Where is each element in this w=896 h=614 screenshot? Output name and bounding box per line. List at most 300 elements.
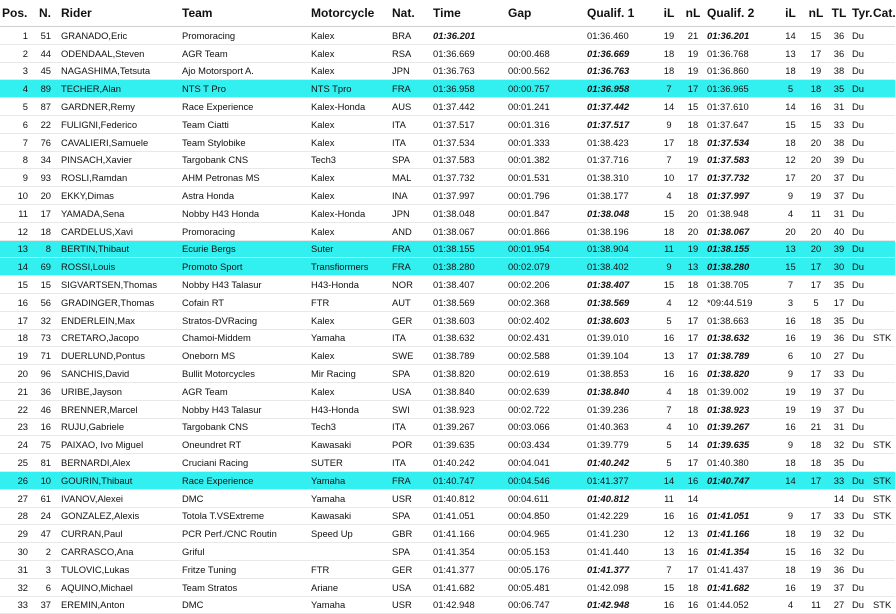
- row-nl2: 18: [804, 80, 828, 98]
- row-cat: STK: [871, 596, 895, 614]
- row-nat: POR: [390, 436, 431, 454]
- row-tl: 36: [828, 560, 850, 578]
- row-nl2: 17: [804, 471, 828, 489]
- row-tl: 35: [828, 454, 850, 472]
- row-number: 6: [36, 578, 59, 596]
- row-number: 20: [36, 187, 59, 205]
- row-cat: [871, 98, 895, 116]
- row-rider: NAGASHIMA,Tetsuta: [59, 62, 180, 80]
- row-qualif1: 01:36.460: [585, 27, 657, 45]
- row-tl: 37: [828, 578, 850, 596]
- row-tl: 40: [828, 222, 850, 240]
- row-nl2: [804, 489, 828, 507]
- row-gap: 00:02.619: [506, 365, 585, 383]
- row-qualif1: 01:41.377: [585, 471, 657, 489]
- row-qualif1: 01:38.569: [585, 293, 657, 311]
- row-nat: SWI: [390, 400, 431, 418]
- row-nat: USR: [390, 596, 431, 614]
- row-nl1: 18: [681, 382, 705, 400]
- row-qualif2: 01:44.052: [705, 596, 777, 614]
- row-nl2: 20: [804, 169, 828, 187]
- row-nat: SPA: [390, 507, 431, 525]
- row-time: 01:38.820: [431, 365, 506, 383]
- row-qualif1: 01:37.442: [585, 98, 657, 116]
- row-il2: 9: [777, 507, 804, 525]
- row-qualif1: 01:36.958: [585, 80, 657, 98]
- row-pos: 7: [0, 133, 36, 151]
- row-il1: 15: [657, 276, 681, 294]
- table-row: [0, 293, 895, 311]
- row-team: Race Experience: [180, 98, 309, 116]
- row-motorcycle: Kalex: [309, 133, 390, 151]
- row-il1: 5: [657, 436, 681, 454]
- row-il2: 16: [777, 329, 804, 347]
- row-gap: 00:05.153: [506, 543, 585, 561]
- row-qualif2: 01:39.267: [705, 418, 777, 436]
- row-qualif1: 01:38.177: [585, 187, 657, 205]
- row-motorcycle: FTR: [309, 293, 390, 311]
- row-qualif2: 01:37.610: [705, 98, 777, 116]
- row-gap: 00:05.176: [506, 560, 585, 578]
- row-nat: ITA: [390, 115, 431, 133]
- row-qualif2: 01:38.923: [705, 400, 777, 418]
- table-row: [0, 187, 895, 205]
- row-time: 01:37.583: [431, 151, 506, 169]
- row-cat: [871, 578, 895, 596]
- row-team: Nobby H43 Honda: [180, 204, 309, 222]
- row-time: 01:37.442: [431, 98, 506, 116]
- row-tyre: Du: [850, 400, 871, 418]
- row-tyre: Du: [850, 62, 871, 80]
- header-il1: iL: [657, 0, 681, 27]
- row-rider: ROSLI,Ramdan: [59, 169, 180, 187]
- row-nl1: 15: [681, 98, 705, 116]
- table-row: [0, 80, 895, 98]
- row-motorcycle: H43-Honda: [309, 400, 390, 418]
- row-gap: 00:02.368: [506, 293, 585, 311]
- row-motorcycle: Kalex: [309, 187, 390, 205]
- row-tl: 39: [828, 151, 850, 169]
- row-rider: PINSACH,Xavier: [59, 151, 180, 169]
- row-nl1: 19: [681, 44, 705, 62]
- row-nat: AUS: [390, 98, 431, 116]
- row-il2: 19: [777, 400, 804, 418]
- row-qualif2: 01:37.647: [705, 115, 777, 133]
- row-cat: [871, 293, 895, 311]
- row-number: 46: [36, 400, 59, 418]
- row-gap: 00:02.079: [506, 258, 585, 276]
- row-time: 01:38.789: [431, 347, 506, 365]
- row-gap: 00:03.066: [506, 418, 585, 436]
- row-gap: 00:05.481: [506, 578, 585, 596]
- row-team: Fritze Tuning: [180, 560, 309, 578]
- row-il2: 15: [777, 543, 804, 561]
- row-nl1: 17: [681, 169, 705, 187]
- row-team: DMC: [180, 489, 309, 507]
- row-tl: 37: [828, 187, 850, 205]
- row-il1: 13: [657, 543, 681, 561]
- row-nl1: 20: [681, 222, 705, 240]
- row-rider: AQUINO,Michael: [59, 578, 180, 596]
- row-time: 01:41.051: [431, 507, 506, 525]
- row-tyre: Du: [850, 365, 871, 383]
- row-tl: 33: [828, 115, 850, 133]
- results-body: [0, 27, 895, 614]
- row-qualif1: 01:39.010: [585, 329, 657, 347]
- row-il1: 4: [657, 293, 681, 311]
- table-row: [0, 222, 895, 240]
- row-pos: 9: [0, 169, 36, 187]
- row-il2: 6: [777, 347, 804, 365]
- row-nl2: 17: [804, 44, 828, 62]
- row-il2: 16: [777, 578, 804, 596]
- row-number: 56: [36, 293, 59, 311]
- row-qualif1: 01:42.948: [585, 596, 657, 614]
- row-nl1: 16: [681, 365, 705, 383]
- row-nl2: 10: [804, 347, 828, 365]
- row-number: 36: [36, 382, 59, 400]
- row-tyre: Du: [850, 560, 871, 578]
- row-time: 01:37.517: [431, 115, 506, 133]
- row-tl: 32: [828, 543, 850, 561]
- row-nl1: 16: [681, 471, 705, 489]
- row-tl: 38: [828, 62, 850, 80]
- row-number: 8: [36, 240, 59, 258]
- row-il1: 9: [657, 115, 681, 133]
- row-team: PCR Perf./CNC Routin: [180, 525, 309, 543]
- table-row: [0, 525, 895, 543]
- row-team: Chamoi-Middem: [180, 329, 309, 347]
- row-nat: USA: [390, 578, 431, 596]
- row-rider: GOURIN,Thibaut: [59, 471, 180, 489]
- row-qualif2: 01:36.768: [705, 44, 777, 62]
- row-team: Team Ciatti: [180, 115, 309, 133]
- row-motorcycle: Kalex-Honda: [309, 98, 390, 116]
- row-qualif1: 01:39.779: [585, 436, 657, 454]
- row-time: 01:41.377: [431, 560, 506, 578]
- row-nl1: 16: [681, 543, 705, 561]
- row-nat: GER: [390, 311, 431, 329]
- row-cat: [871, 62, 895, 80]
- row-tl: 36: [828, 44, 850, 62]
- row-il2: 9: [777, 365, 804, 383]
- row-nl1: 18: [681, 187, 705, 205]
- row-il2: 15: [777, 258, 804, 276]
- row-gap: 00:01.531: [506, 169, 585, 187]
- row-time: 01:37.997: [431, 187, 506, 205]
- row-team: Totola T.VSExtreme: [180, 507, 309, 525]
- row-rider: GONZALEZ,Alexis: [59, 507, 180, 525]
- row-motorcycle: Tech3: [309, 151, 390, 169]
- row-qualif1: 01:41.230: [585, 525, 657, 543]
- row-nat: FRA: [390, 471, 431, 489]
- row-team: Ecurie Bergs: [180, 240, 309, 258]
- row-rider: EKKY,Dimas: [59, 187, 180, 205]
- row-team: AGR Team: [180, 44, 309, 62]
- row-motorcycle: Kalex-Honda: [309, 204, 390, 222]
- row-cat: [871, 115, 895, 133]
- row-number: 44: [36, 44, 59, 62]
- row-il1: 14: [657, 471, 681, 489]
- row-nl1: 18: [681, 276, 705, 294]
- row-cat: [871, 187, 895, 205]
- row-il1: 7: [657, 80, 681, 98]
- row-tl: 38: [828, 133, 850, 151]
- header-motorcycle: Motorcycle: [309, 0, 390, 27]
- row-qualif1: 01:38.048: [585, 204, 657, 222]
- row-time: 01:40.242: [431, 454, 506, 472]
- row-nat: ITA: [390, 418, 431, 436]
- row-pos: 15: [0, 276, 36, 294]
- row-team: Ajo Motorsport A.: [180, 62, 309, 80]
- row-time: 01:41.166: [431, 525, 506, 543]
- row-cat: STK: [871, 489, 895, 507]
- row-rider: ENDERLEIN,Max: [59, 311, 180, 329]
- row-gap: 00:01.796: [506, 187, 585, 205]
- header-pos: Pos.: [0, 0, 36, 27]
- row-qualif2: 01:40.380: [705, 454, 777, 472]
- row-il2: 19: [777, 382, 804, 400]
- row-number: 51: [36, 27, 59, 45]
- row-time: 01:36.669: [431, 44, 506, 62]
- row-qualif2: 01:41.051: [705, 507, 777, 525]
- row-rider: URIBE,Jayson: [59, 382, 180, 400]
- row-tl: 37: [828, 382, 850, 400]
- row-qualif2: 01:41.166: [705, 525, 777, 543]
- row-nl1: 14: [681, 436, 705, 454]
- row-nl2: 5: [804, 293, 828, 311]
- row-motorcycle: H43-Honda: [309, 276, 390, 294]
- row-nat: USR: [390, 489, 431, 507]
- row-motorcycle: Yamaha: [309, 596, 390, 614]
- row-il1: 7: [657, 400, 681, 418]
- row-number: 3: [36, 560, 59, 578]
- row-nl2: 17: [804, 258, 828, 276]
- row-motorcycle: Yamaha: [309, 489, 390, 507]
- row-tyre: Du: [850, 543, 871, 561]
- row-il1: 16: [657, 507, 681, 525]
- row-rider: CRETARO,Jacopo: [59, 329, 180, 347]
- row-qualif1: 01:38.196: [585, 222, 657, 240]
- row-number: 89: [36, 80, 59, 98]
- row-nl1: 19: [681, 240, 705, 258]
- header-team: Team: [180, 0, 309, 27]
- row-il2: 3: [777, 293, 804, 311]
- row-pos: 20: [0, 365, 36, 383]
- row-nat: AND: [390, 222, 431, 240]
- row-pos: 13: [0, 240, 36, 258]
- row-cat: [871, 169, 895, 187]
- row-rider: BERNARDI,Alex: [59, 454, 180, 472]
- row-qualif1: 01:39.236: [585, 400, 657, 418]
- row-rider: YAMADA,Sena: [59, 204, 180, 222]
- row-il1: 16: [657, 365, 681, 383]
- row-il1: 9: [657, 258, 681, 276]
- row-nat: SPA: [390, 543, 431, 561]
- row-time: 01:38.569: [431, 293, 506, 311]
- row-motorcycle: Yamaha: [309, 471, 390, 489]
- row-team: DMC: [180, 596, 309, 614]
- row-qualif1: 01:38.904: [585, 240, 657, 258]
- row-team: Oneundret RT: [180, 436, 309, 454]
- row-pos: 21: [0, 382, 36, 400]
- row-cat: [871, 80, 895, 98]
- row-cat: [871, 418, 895, 436]
- row-team: Griful: [180, 543, 309, 561]
- row-nl1: 19: [681, 151, 705, 169]
- row-tl: 31: [828, 98, 850, 116]
- row-team: Stratos-DVRacing: [180, 311, 309, 329]
- row-nl2: 11: [804, 596, 828, 614]
- row-tyre: Du: [850, 115, 871, 133]
- row-tyre: Du: [850, 258, 871, 276]
- row-nat: NOR: [390, 276, 431, 294]
- row-gap: 00:01.382: [506, 151, 585, 169]
- row-motorcycle: Kalex: [309, 44, 390, 62]
- row-gap: 00:04.611: [506, 489, 585, 507]
- row-team: Nobby H43 Talasur: [180, 276, 309, 294]
- row-rider: ROSSI,Louis: [59, 258, 180, 276]
- row-il2: 12: [777, 151, 804, 169]
- row-nl1: 17: [681, 347, 705, 365]
- row-nat: GER: [390, 560, 431, 578]
- row-qualif2: 01:37.534: [705, 133, 777, 151]
- table-row: [0, 329, 895, 347]
- row-tyre: Du: [850, 151, 871, 169]
- row-nat: MAL: [390, 169, 431, 187]
- row-qualif2: 01:39.002: [705, 382, 777, 400]
- row-motorcycle: Kalex: [309, 115, 390, 133]
- row-tyre: Du: [850, 293, 871, 311]
- row-gap: 00:02.588: [506, 347, 585, 365]
- row-il2: 18: [777, 454, 804, 472]
- row-cat: [871, 400, 895, 418]
- row-nat: RSA: [390, 44, 431, 62]
- row-cat: [871, 240, 895, 258]
- row-time: 01:39.267: [431, 418, 506, 436]
- row-il2: 15: [777, 115, 804, 133]
- row-pos: 29: [0, 525, 36, 543]
- row-qualif1: 01:42.098: [585, 578, 657, 596]
- row-gap: [506, 27, 585, 45]
- row-il2: 20: [777, 222, 804, 240]
- row-pos: 17: [0, 311, 36, 329]
- row-gap: 00:01.954: [506, 240, 585, 258]
- row-team: Cruciani Racing: [180, 454, 309, 472]
- row-il2: 14: [777, 27, 804, 45]
- table-row: [0, 240, 895, 258]
- row-nl1: 13: [681, 258, 705, 276]
- row-nl1: 10: [681, 418, 705, 436]
- row-il1: 14: [657, 98, 681, 116]
- header-nl1: nL: [681, 0, 705, 27]
- row-tyre: Du: [850, 169, 871, 187]
- row-tl: 36: [828, 329, 850, 347]
- row-motorcycle: Kalex: [309, 311, 390, 329]
- row-il1: 10: [657, 169, 681, 187]
- row-rider: SANCHIS,David: [59, 365, 180, 383]
- row-motorcycle: Kawasaki: [309, 507, 390, 525]
- row-pos: 28: [0, 507, 36, 525]
- row-tl: 36: [828, 27, 850, 45]
- row-tyre: Du: [850, 471, 871, 489]
- row-number: 37: [36, 596, 59, 614]
- row-nl1: 20: [681, 204, 705, 222]
- table-row: [0, 311, 895, 329]
- row-tyre: Du: [850, 418, 871, 436]
- row-tl: 35: [828, 311, 850, 329]
- row-tyre: Du: [850, 329, 871, 347]
- row-cat: [871, 311, 895, 329]
- row-pos: 32: [0, 578, 36, 596]
- table-row: [0, 471, 895, 489]
- row-qualif2: 01:38.948: [705, 204, 777, 222]
- row-nl2: 15: [804, 27, 828, 45]
- row-cat: [871, 151, 895, 169]
- row-il2: 17: [777, 169, 804, 187]
- row-team: Team Stratos: [180, 578, 309, 596]
- row-motorcycle: Kalex: [309, 27, 390, 45]
- row-nl1: 19: [681, 62, 705, 80]
- header-time: Time: [431, 0, 506, 27]
- row-nat: ITA: [390, 133, 431, 151]
- row-tyre: Du: [850, 133, 871, 151]
- row-nl1: 18: [681, 400, 705, 418]
- row-motorcycle: Transfiormers: [309, 258, 390, 276]
- row-tl: 32: [828, 436, 850, 454]
- row-il2: 9: [777, 187, 804, 205]
- row-team: AHM Petronas MS: [180, 169, 309, 187]
- row-number: 87: [36, 98, 59, 116]
- row-il1: 15: [657, 204, 681, 222]
- row-il1: 13: [657, 347, 681, 365]
- row-nl2: 11: [804, 204, 828, 222]
- row-motorcycle: Tech3: [309, 418, 390, 436]
- row-gap: 00:06.747: [506, 596, 585, 614]
- row-nl1: 17: [681, 329, 705, 347]
- row-tl: 39: [828, 240, 850, 258]
- row-qualif2: 01:38.067: [705, 222, 777, 240]
- row-time: 01:42.948: [431, 596, 506, 614]
- row-qualif1: 01:38.402: [585, 258, 657, 276]
- row-cat: [871, 27, 895, 45]
- row-rider: TECHER,Alan: [59, 80, 180, 98]
- row-gap: 00:02.431: [506, 329, 585, 347]
- row-pos: 31: [0, 560, 36, 578]
- row-nl2: 16: [804, 98, 828, 116]
- row-il1: 18: [657, 222, 681, 240]
- row-nl2: 19: [804, 578, 828, 596]
- row-number: 16: [36, 418, 59, 436]
- row-il1: 12: [657, 525, 681, 543]
- row-tyre: Du: [850, 525, 871, 543]
- row-pos: 19: [0, 347, 36, 365]
- row-qualif1: 01:41.440: [585, 543, 657, 561]
- row-nl1: 18: [681, 115, 705, 133]
- row-tl: 27: [828, 596, 850, 614]
- row-tyre: Du: [850, 187, 871, 205]
- row-nat: FRA: [390, 240, 431, 258]
- row-tl: 35: [828, 80, 850, 98]
- row-tyre: Du: [850, 204, 871, 222]
- table-row: [0, 365, 895, 383]
- row-team: AGR Team: [180, 382, 309, 400]
- table-row: [0, 115, 895, 133]
- row-nat: SPA: [390, 365, 431, 383]
- row-gap: 00:01.847: [506, 204, 585, 222]
- row-nat: SWE: [390, 347, 431, 365]
- row-time: 01:38.603: [431, 311, 506, 329]
